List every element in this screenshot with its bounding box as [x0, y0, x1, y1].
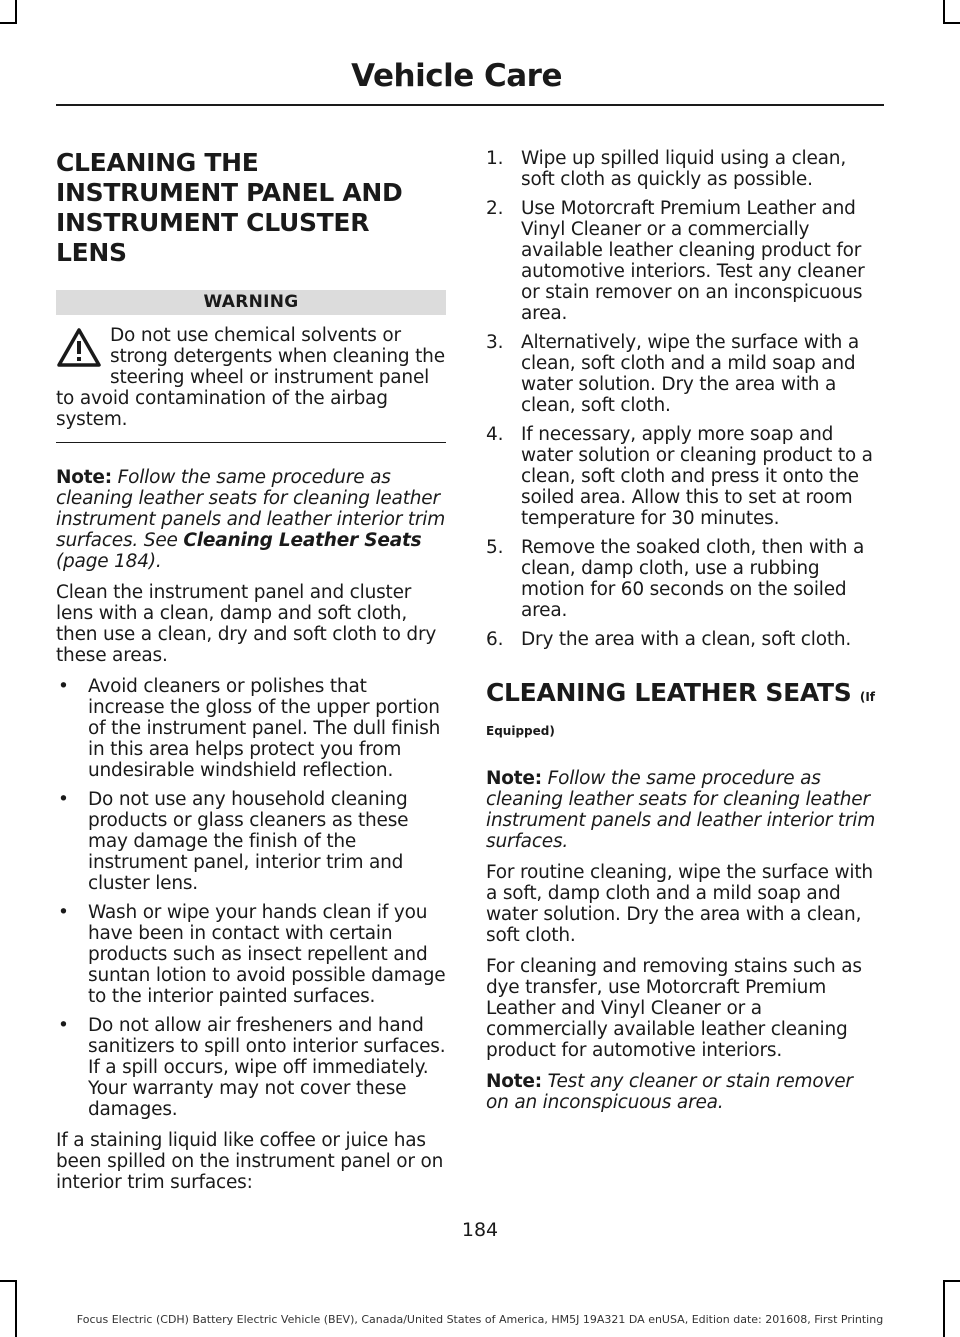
step-item — [486, 332, 880, 416]
list-item — [56, 676, 446, 781]
routine-cleaning-paragraph: For routine cleaning, wipe the surface with a soft, damp cloth and a mild soap and water solution. Dry the area with a clean, soft cloth. — [486, 862, 873, 946]
intro-paragraph: Clean the instrument panel and cluster lens with a clean, damp and soft cloth, then use a clean, dry and soft cloth to dry these areas. — [56, 582, 437, 666]
warning-text: Do not use chemical solvents or strong detergents when cleaning the steering wheel or instrument panel to avoid contamination of the airbag system. — [56, 325, 445, 430]
closing-paragraph: If a staining liquid like coffee or juice has been spilled on the instrument panel or on interior trim surfaces: — [56, 1130, 444, 1193]
step-text: Remove the soaked cloth, then with a clean, damp cloth, use a rubbing motion for 60 seconds on the soiled area. — [521, 537, 865, 621]
list-item — [56, 1015, 446, 1120]
step-text: Alternatively, wipe the surface with a clean, soft cloth and a mild soap and water solution. Dry the area with a clean, soft cloth. — [521, 332, 859, 416]
heading-instrument-panel: CLEANING THE INSTRUMENT PANEL AND INSTRUMENT CLUSTER LENS — [56, 148, 403, 267]
note-text: Follow the same procedure as cleaning leather seats for cleaning leather instrument panels and leather interior trim surfaces. — [486, 768, 876, 852]
note-paragraph — [56, 467, 446, 572]
bullet-marker: • — [58, 902, 69, 923]
bullet-marker: • — [58, 1015, 69, 1036]
step-item — [486, 148, 880, 190]
step-text: Wipe up spilled liquid using a clean, soft cloth as quickly as possible. — [521, 148, 847, 190]
warning-triangle-icon — [56, 327, 102, 369]
list-item — [56, 902, 446, 1007]
note-label: Note: — [486, 1071, 542, 1092]
steps-list — [486, 148, 880, 650]
note-paragraph — [486, 768, 880, 852]
crop-mark — [943, 0, 945, 22]
step-text: If necessary, apply more soap and water solution or cleaning product to a clean, soft cloth and press it onto the soiled area. Allow this to set at room temperature for 30 minutes. — [521, 424, 873, 529]
right-column — [486, 148, 880, 1123]
list-item-text: Wash or wipe your hands clean if you have been in contact with certain products such as insect repellent and suntan lotion to avoid possible damage to the interior painted surfaces. — [88, 902, 446, 1007]
step-item — [486, 424, 880, 529]
list-item-text: Avoid cleaners or polishes that increase the gloss of the upper portion of the instrument panel. The dull finish in this area helps protect you from undesirable windshield reflection. — [88, 676, 441, 781]
step-number: 4. — [486, 424, 504, 445]
crop-mark — [15, 0, 17, 22]
crop-mark — [0, 22, 17, 24]
warning-box — [56, 325, 446, 443]
warning-label: WARNING — [56, 290, 446, 315]
note-paragraph — [486, 1071, 880, 1113]
step-number: 5. — [486, 537, 504, 558]
crop-mark — [943, 22, 960, 24]
bullet-marker: • — [58, 789, 69, 810]
heading-text: CLEANING LEATHER SEATS — [486, 678, 852, 707]
bullet-marker: • — [58, 676, 69, 697]
step-text: Dry the area with a clean, soft cloth. — [521, 629, 852, 650]
step-text: Use Motorcraft Premium Leather and Vinyl Cleaner or a commercially available leather cleaning product for automotive interiors. Test any cleaner or stain remover on an inconspicuous area. — [521, 198, 865, 324]
step-item — [486, 537, 880, 621]
note-text: Follow the same procedure as cleaning leather seats for cleaning leather instrument panels and leather interior trim surfaces. See — [56, 467, 446, 551]
note-text: Test any cleaner or stain remover on an inconspicuous area. — [486, 1071, 853, 1113]
header-divider — [56, 104, 884, 106]
crop-mark — [943, 1282, 945, 1337]
stain-removal-paragraph: For cleaning and removing stains such as dye transfer, use Motorcraft Premium Leather and Vinyl Cleaner or a commercially available leather cleaning product for automotive interiors. — [486, 956, 862, 1061]
step-number: 2. — [486, 198, 504, 219]
crop-mark — [943, 1280, 960, 1282]
page-reference: (page 184). — [56, 551, 162, 572]
step-item — [486, 629, 880, 650]
step-number: 3. — [486, 332, 504, 353]
crop-mark — [15, 1282, 17, 1337]
step-number: 6. — [486, 629, 504, 650]
note-label: Note: — [56, 467, 112, 488]
heading-leather-seats — [486, 678, 880, 746]
heading-suffix: (If Equipped) — [486, 690, 876, 738]
bullet-list — [56, 676, 446, 1120]
cross-reference-link[interactable]: Cleaning Leather Seats — [183, 530, 422, 551]
left-column — [56, 148, 446, 1203]
section-title: Vehicle Care — [351, 58, 562, 94]
step-item — [486, 198, 880, 324]
list-item-text: Do not allow air fresheners and hand sanitizers to spill onto interior surfaces. If a spill occurs, wipe off immediately. Your warranty may not cover these damages. — [88, 1015, 446, 1120]
step-number: 1. — [486, 148, 504, 169]
crop-mark — [0, 1280, 17, 1282]
list-item — [56, 789, 446, 894]
list-item-text: Do not use any household cleaning products or glass cleaners as these may damage the finish of the instrument panel, interior trim and cluster lens. — [88, 789, 409, 894]
note-label: Note: — [486, 768, 542, 789]
page-number: 184 — [461, 1219, 499, 1241]
footer-text: Focus Electric (CDH) Battery Electric Vehicle (BEV), Canada/United States of America, HM5J 19A321 DA enUSA, Edition date: 201608, First Printing — [76, 1313, 884, 1326]
